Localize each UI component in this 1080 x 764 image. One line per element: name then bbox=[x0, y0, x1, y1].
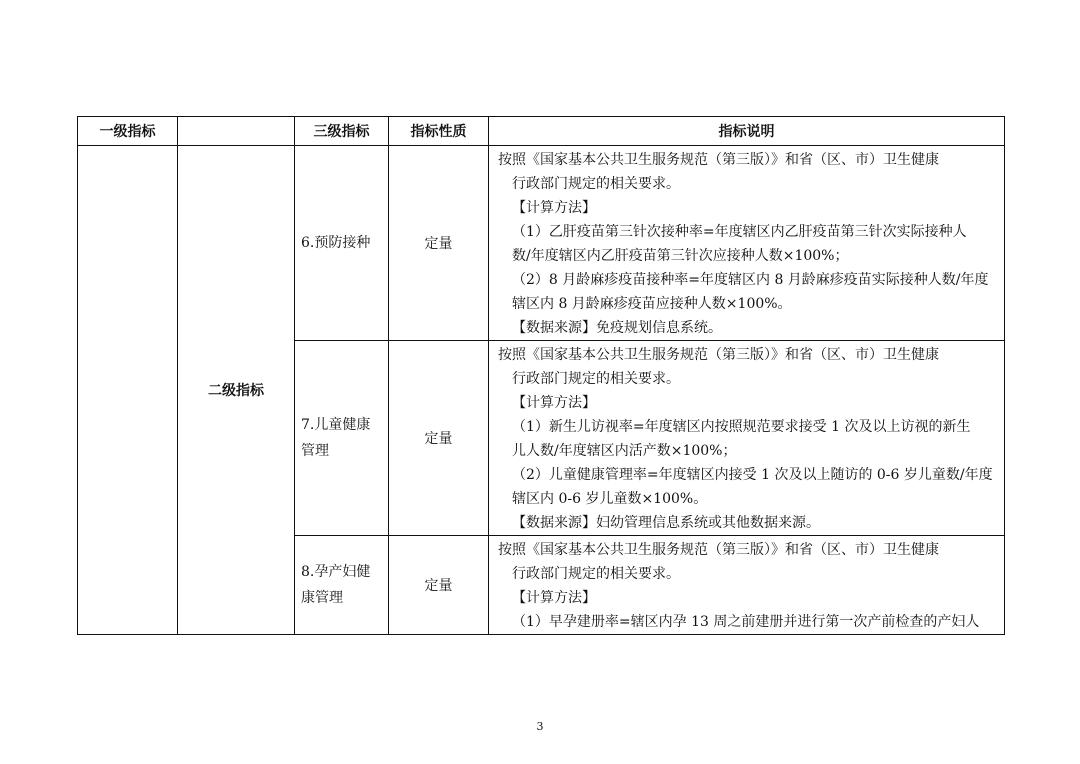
level3-indicator: 8.孕产妇健康管理 bbox=[295, 536, 389, 635]
header-level3: 三级指标 bbox=[295, 117, 389, 146]
description-line: 【数据来源】妇幼管理信息系统或其他数据来源。 bbox=[512, 515, 820, 531]
page-number: 3 bbox=[536, 720, 544, 733]
description-line: 【计算方法】 bbox=[512, 200, 596, 216]
description-line: （1）乙肝疫苗第三针次接种率=年度辖区内乙肝疫苗第三针次实际接种人 bbox=[512, 224, 967, 240]
header-description: 指标说明 bbox=[489, 117, 1005, 146]
description-line: 按照《国家基本公共卫生服务规范（第三版）》和省（区、市）卫生健康 bbox=[498, 152, 939, 168]
description-line: 行政部门规定的相关要求。 bbox=[512, 371, 680, 387]
description-line: 按照《国家基本公共卫生服务规范（第三版）》和省（区、市）卫生健康 bbox=[498, 347, 939, 363]
header-level1: 一级指标 bbox=[78, 117, 178, 146]
indicator-nature: 定量 bbox=[389, 341, 489, 536]
header-level2 bbox=[178, 117, 295, 146]
description-line: 按照《国家基本公共卫生服务规范（第三版）》和省（区、市）卫生健康 bbox=[498, 542, 939, 558]
description-line: 行政部门规定的相关要求。 bbox=[512, 566, 680, 582]
level3-indicator: 6.预防接种 bbox=[295, 146, 389, 341]
description-line: 【计算方法】 bbox=[512, 395, 596, 411]
table-row bbox=[78, 146, 1005, 341]
description-line: （2）8 月龄麻疹疫苗接种率=年度辖区内 8 月龄麻疹疫苗实际接种人数/年度 bbox=[512, 272, 989, 288]
table-header-row bbox=[78, 117, 1005, 146]
description-line: 【计算方法】 bbox=[512, 590, 596, 606]
level3-indicator: 7.儿童健康管理 bbox=[295, 341, 389, 536]
indicator-table bbox=[77, 116, 1005, 635]
indicator-nature: 定量 bbox=[389, 536, 489, 635]
indicator-description bbox=[489, 536, 1005, 635]
level2-cell bbox=[178, 146, 295, 635]
indicator-description bbox=[489, 146, 1005, 341]
table-body bbox=[78, 146, 1005, 635]
description-line: 儿人数/年度辖区内活产数×100%； bbox=[512, 443, 737, 459]
description-line: （1）早孕建册率=辖区内孕 13 周之前建册并进行第一次产前检查的产妇人 bbox=[512, 614, 980, 630]
description-line: 【数据来源】免疫规划信息系统。 bbox=[512, 320, 722, 336]
description-line: 辖区内 8 月龄麻疹疫苗应接种人数×100%。 bbox=[512, 296, 792, 312]
indicator-description bbox=[489, 341, 1005, 536]
description-line: 行政部门规定的相关要求。 bbox=[512, 176, 680, 192]
description-line: 辖区内 0-6 岁儿童数×100%。 bbox=[512, 491, 708, 507]
description-line: （2）儿童健康管理率=年度辖区内接受 1 次及以上随访的 0-6 岁儿童数/年度 bbox=[512, 467, 993, 483]
header-nature: 指标性质 bbox=[389, 117, 489, 146]
level2-label: 二级指标 bbox=[208, 383, 264, 399]
level1-cell bbox=[78, 146, 178, 635]
description-line: 数/年度辖区内乙肝疫苗第三针次应接种人数×100%； bbox=[512, 248, 849, 264]
description-line: （1）新生儿访视率=年度辖区内按照规范要求接受 1 次及以上访视的新生 bbox=[512, 419, 971, 435]
indicator-nature: 定量 bbox=[389, 146, 489, 341]
